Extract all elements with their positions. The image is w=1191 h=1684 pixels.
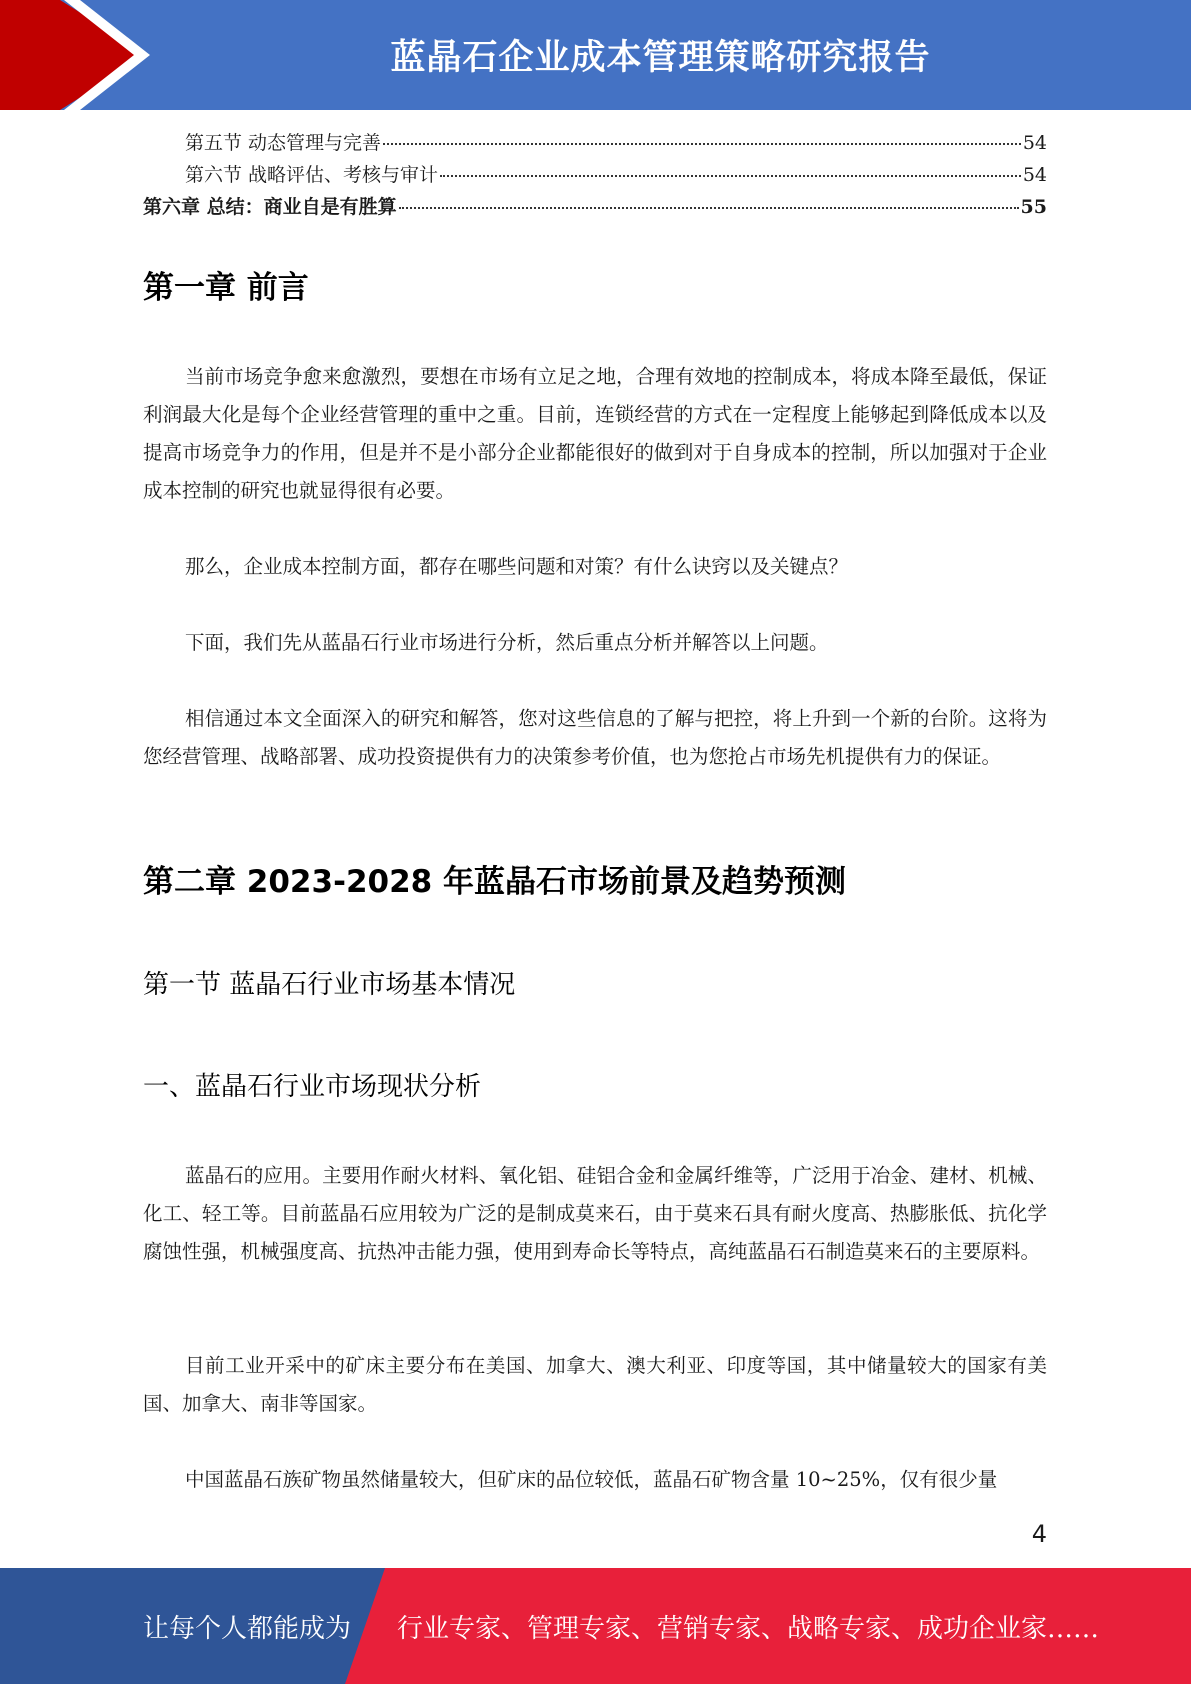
footer-slogan-right: 行业专家、管理专家、营销专家、战略专家、成功企业家……: [397, 1613, 1100, 1644]
body-paragraph: 相信通过本文全面深入的研究和解答，您对这些信息的了解与把控，将上升到一个新的台阶。这将为您经营管理、战略部署、成功投资提供有力的决策参考价值，也为您抢占市场先机提供有力的保证。: [143, 707, 1047, 768]
subsection-heading: 一、蓝晶石行业市场现状分析: [143, 1072, 482, 1102]
toc-leader-dots: [440, 175, 1021, 177]
header-banner: [0, 0, 1191, 110]
section-heading: 第一节 蓝晶石行业市场基本情况: [143, 970, 516, 1000]
toc-entry[interactable]: [143, 128, 1047, 160]
toc-entry-page: 54: [1022, 132, 1047, 154]
toc-leader-dots: [399, 207, 1019, 209]
report-title: 蓝晶石企业成本管理策略研究报告: [390, 38, 931, 78]
body-paragraph: 那么，企业成本控制方面，都存在哪些问题和对策？有什么诀窍以及关键点？: [185, 555, 849, 578]
toc-entry-label: 第六章 总结：商业自是有胜算: [143, 196, 397, 218]
table-of-contents: [143, 128, 1047, 224]
toc-entry-page: 55: [1020, 196, 1047, 218]
footer-banner: [0, 1568, 1191, 1684]
header-chevron-decoration: [0, 0, 160, 110]
body-paragraph: 下面，我们先从蓝晶石行业市场进行分析，然后重点分析并解答以上问题。: [185, 631, 829, 654]
toc-entry-label: 第五节 动态管理与完善: [185, 132, 382, 154]
body-paragraph: 中国蓝晶石族矿物虽然储量较大，但矿床的品位较低，蓝晶石矿物含量 10~25%，仅有很少量: [185, 1468, 998, 1491]
page-number: 4: [1031, 1520, 1047, 1548]
chapter-heading: 第二章 2023-2028 年蓝晶石市场前景及趋势预测: [143, 864, 847, 900]
body-paragraph: 目前工业开采中的矿床主要分布在美国、加拿大、澳大利亚、印度等国，其中储量较大的国家有美国、加拿大、南非等国家。: [143, 1354, 1047, 1415]
toc-entry-page: 54: [1022, 164, 1047, 186]
toc-entry-label: 第六节 战略评估、考核与审计: [185, 164, 439, 186]
toc-entry[interactable]: [143, 160, 1047, 192]
toc-entry-chapter[interactable]: [143, 192, 1047, 224]
footer-slogan-left: 让每个人都能成为: [143, 1613, 352, 1644]
body-paragraph: 蓝晶石的应用。主要用作耐火材料、氧化铝、硅铝合金和金属纤维等，广泛用于冶金、建材、机械、化工、轻工等。目前蓝晶石应用较为广泛的是制成莫来石，由于莫来石具有耐火度高、热膨胀低、抗化学腐蚀性强，机械强度高、抗热冲击能力强，使用到寿命长等特点，高纯蓝晶石石制造莫来石的主要原料。: [143, 1164, 1047, 1263]
toc-leader-dots: [383, 143, 1021, 145]
body-paragraph: 当前市场竞争愈来愈激烈，要想在市场有立足之地，合理有效地的控制成本，将成本降至最低，保证利润最大化是每个企业经营管理的重中之重。目前，连锁经营的方式在一定程度上能够起到降低成本以及提高市场竞争力的作用，但是并不是小部分企业都能很好的做到对于自身成本的控制，所以加强对于企业成本控制的研究也就显得很有必要。: [143, 365, 1047, 502]
chapter-heading: 第一章 前言: [143, 270, 309, 306]
